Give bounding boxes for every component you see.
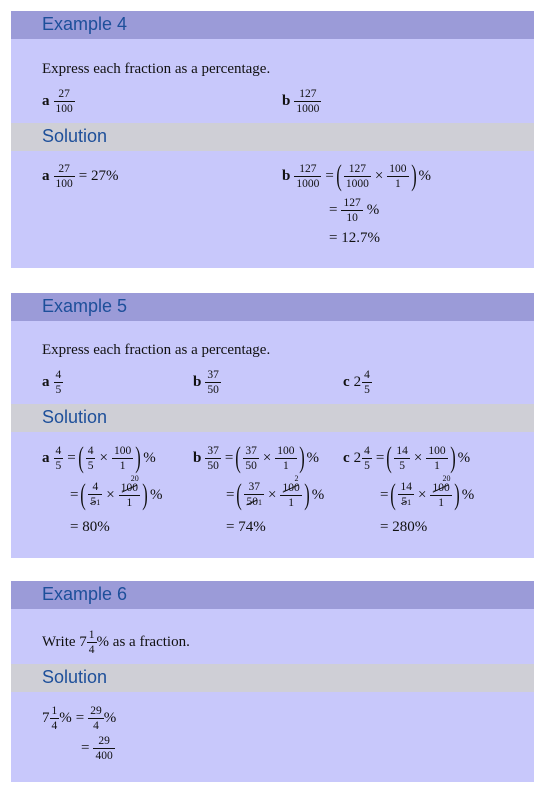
- example-5-solution-a-result: = 80%: [70, 519, 110, 535]
- example-6-solution-bar: [11, 664, 534, 692]
- example-6-prompt: Write 7 1 4 % as a fraction.: [42, 629, 190, 656]
- example-4-solution-b-line1: b $\frac{127}{1000}$ = ( $\frac{127}{1000}$ × $\frac{100}{1}$ ) %: [282, 159, 432, 192]
- example-4-part-b: b 127 1000: [282, 88, 320, 115]
- example-6-solution-line1: 7 1 4 % = $\frac{29}{4}$ %: [42, 705, 117, 732]
- example-4-solution-label: Solution: [42, 126, 108, 146]
- example-5-solution-c-line1: c 2 $\frac{4}{5}$ = ( $\frac{14}{5}$ × $\frac{100}{1}$ ) %: [343, 441, 471, 474]
- example-6-header: [11, 581, 534, 609]
- example-6-solution-line2: = $\frac{29}{400}$: [81, 735, 113, 762]
- example-5-solution-a-line1: a $\frac{4}{5}$ = ( $\frac{4}{5}$ × $\frac{100}{1}$ ) %: [42, 441, 156, 474]
- example-5-part-b: b 37 50: [193, 369, 219, 396]
- example-5-title: Example 5: [42, 296, 128, 316]
- fraction: 27 100: [55, 88, 73, 115]
- example-4-solution-bar: [11, 123, 534, 151]
- example-5-prompt: Express each fraction as a percentage.: [42, 342, 271, 358]
- example-5-part-a: a 4 5: [42, 369, 62, 396]
- example-5-solution-c-result: = 280%: [380, 519, 428, 535]
- example-5-solution-label: Solution: [42, 407, 108, 427]
- example-5-solution-b-result: = 74%: [226, 519, 266, 535]
- example-4-prompt: Express each fraction as a percentage.: [42, 61, 271, 77]
- example-4-part-a: a 27 100: [42, 88, 73, 115]
- example-4-box: [11, 11, 534, 268]
- example-5-solution-c-line2: = ( $\frac{14}{51}$ × 20 100 1 ) %: [380, 473, 475, 511]
- example-6-box: [11, 581, 534, 782]
- example-5-solution-b-line1: b $\frac{37}{50}$ = ( $\frac{37}{50}$ × $\frac{100}{1}$ ) %: [193, 441, 320, 474]
- fraction: 127 1000: [296, 88, 320, 115]
- example-4-solution-a: a $\frac{27}{100}$ = 27%: [42, 163, 119, 190]
- example-5-header: [11, 293, 534, 321]
- example-4-title: Example 4: [42, 14, 128, 34]
- example-5-solution-bar: [11, 404, 534, 432]
- example-6-solution-label: Solution: [42, 667, 108, 687]
- example-4-solution-b-line3: = 12.7%: [329, 230, 380, 246]
- example-4-header: [11, 11, 534, 39]
- example-5-solution-a-line2: = ( $\frac{4}{51}$ × 20 100 1 ) %: [70, 473, 163, 511]
- example-5-solution-b-line2: = ( $\frac{37}{501}$ × 2 100 1 ) %: [226, 473, 325, 511]
- example-4-solution-b-line2: = $\frac{127}{10}$ %: [329, 197, 380, 224]
- example-6-title: Example 6: [42, 584, 128, 604]
- example-5-part-c: c 2 4 5: [343, 369, 370, 396]
- example-5-box: [11, 293, 534, 558]
